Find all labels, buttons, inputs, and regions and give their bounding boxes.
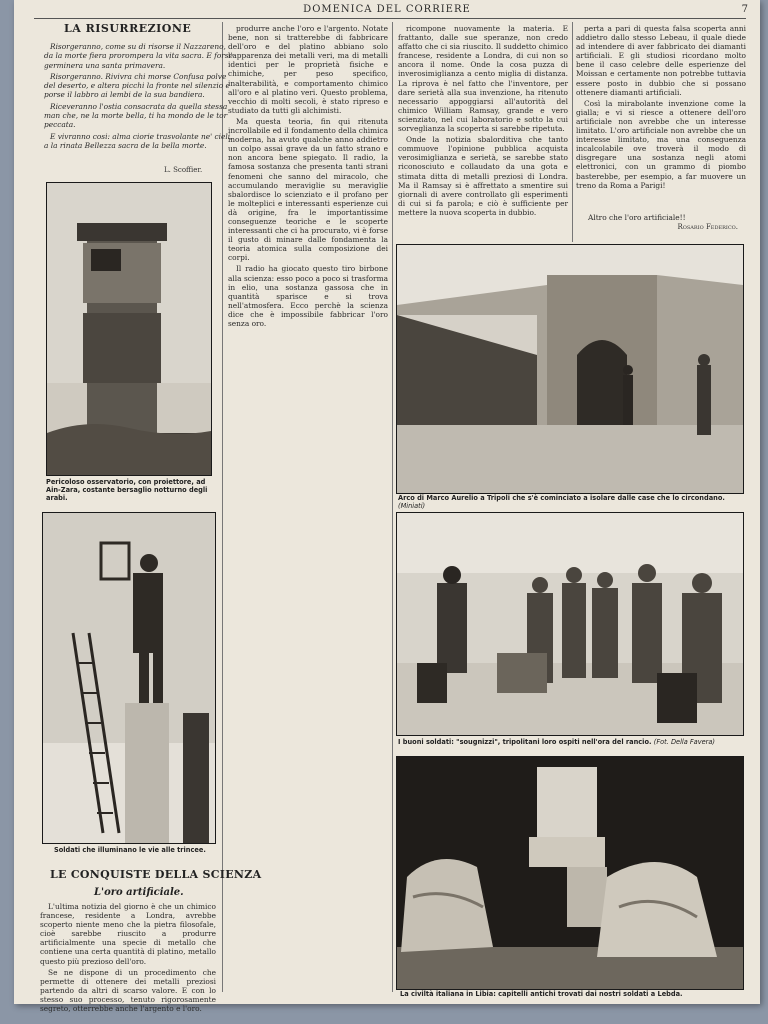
page-number: 7 xyxy=(741,4,748,15)
poem-stanza: E vivranno cosi: alma ciorie trasvolante ne' cieli, a la rinata Bellezza sacra de la bella morte. xyxy=(44,131,233,150)
poem-stanza: Risorgeranno. Rivivra chi morse Confusa polve del deserto, e altera picchi la fronte nel silenzio e porse il labbro ai lembi de la sua bandiera. xyxy=(44,71,230,100)
column-rule-1 xyxy=(222,22,223,992)
article-closing: Altro che l'oro artificiale!! xyxy=(588,213,686,222)
column-rule-4 xyxy=(392,242,393,992)
article-column-1 xyxy=(40,902,216,1014)
column-rule-3 xyxy=(572,22,573,242)
article-subtitle: L'oro artificiale. xyxy=(94,887,184,898)
paragraph: Ma questa teoria, fin qui ritenuta incrollabile ed il fondamento della chimica moderna, ha avuto qualche anno addietro un colpo assai grave da un fatto strano e non ancora bene spiegato. Il radio, la famosa sostanza che presenta tanti strani fenomeni che sanno del miracolo, che accumulando meraviglie su meraviglie sbalordisce lo scienziato e il profano per le molteplici e interessanti esperienze cui dà origine, fra le importantissime conseguenze teoriche e le scoperte interessanti che ci ha procurato, vi è forse il gusto di minare dalle fondamenta la teoria atomica sulla composizione dei corpi. xyxy=(228,116,388,263)
photo-soldiers-rancio xyxy=(396,512,744,736)
column-rule-2 xyxy=(392,22,393,242)
caption-arch-text: Arco di Marco Aurelio a Tripoli che s'è cominciato a isolare dalle case che lo circondano. xyxy=(398,494,725,502)
newspaper-page xyxy=(14,0,760,1014)
running-head: DOMENICA DEL CORRIERE xyxy=(303,4,471,15)
article-signature: Rosario Federico. xyxy=(677,223,738,231)
caption-soldiers-text: I buoni soldati: "sougnizzi", tripolitani loro ospiti nell'ora del rancio. xyxy=(398,738,652,746)
caption-tower: Pericoloso osservatorio, con proiettore, ad Ain-Zara, costante bersaglio notturno degli arabi. xyxy=(46,478,208,502)
poem-author: L. Scoffier. xyxy=(164,166,203,174)
photo-observation-tower xyxy=(46,182,212,476)
section-title: LE CONQUISTE DELLA SCIENZA xyxy=(50,868,262,881)
photo-arch-marcus-aurelius xyxy=(396,244,744,494)
photo-lamp-soldiers xyxy=(42,512,216,844)
paragraph: perta a pari di questa falsa scoperta anni addietro dallo stesso Lebeau, il quale diede ad intendere di aver fabbricato dei diamanti artificiali. E gli studiosi ricordano molto bene il caso celebre delle esperienze del Moissan e certamente non potrebbe tuttavia essere posto in dubbio che si possano ottenere diamanti artificiali. xyxy=(576,24,746,97)
paragraph: Così la mirabolante invenzione come la gialla; e vi si riesce a ottenere dell'oro artificiale non avrebbe che un interesse limitato. L'oro artificiale non avrebbe che un interesse limitato, ma una conseguenza incalcolabile ove troverà il modo di disgregare una sostanza negli atomi elettronici, con un grammo di piombo basterebbe, per esempio, a far muovere un treno da Roma a Parigi! xyxy=(576,98,746,190)
poem-title: LA RISURREZIONE xyxy=(64,22,192,35)
poem-stanza: Riceveranno l'ostia consacrata da quella stessa man che, ne la morte bella, ti ha mondo de le tor peccata. xyxy=(44,101,228,130)
caption-capitals: La civiltà italiana in Libia: capitelli antichi trovati dai nostri soldati a Lebda. xyxy=(400,990,683,998)
paragraph: Onde la notizia sbalorditiva che tanto commuove l'opinione pubblica acquista verosimiglianza e serietà, se sarebbe stato riconosciuto e collaudato da una gota e stimata ditta di metalli preziosi di Londra. Ma il Ramsay si è affrettato a smentire sui giornali di avere controllato gli esperimenti di cui si fa parola; e ciò è sufficiente per mettere la nuova scoperta in dubbio. xyxy=(398,135,568,217)
caption-arch xyxy=(398,494,744,510)
poem-body xyxy=(44,42,234,152)
article-column-3 xyxy=(398,24,568,238)
article-column-4 xyxy=(576,24,746,212)
photo-ancient-capitals xyxy=(396,756,744,990)
paragraph: L'ultima notizia del giorno è che un chimico francese, residente a Londra, avrebbe scoperto niente meno che la pietra filosofale, cioè sarebbe riuscito a produrre artificialmente una specie di metallo che contiene una certa quantità di platino, metallo questo più prezioso dell'oro. xyxy=(40,902,216,966)
paragraph: ricompone nuovamente la materia. E frattanto, dalle sue speranze, non credo affatto che ci sia riuscito. Il suddetto chimico francese, residente a Londra, di cui non so ancora il nome. Onde la cosa puzza di inverosimiglianza a cento miglia di distanza. La riprova è nel fatto che l'inventore, per dare serietà alla sua invenzione, ha ritenuto necessario appoggiarsi all'autorità del chimico William Ramsay, grande e vero scienziato, nel cui laboratorio e sotto la cui sorveglianza la scoperta si sarebbe ripetuta. xyxy=(398,24,568,134)
paragraph: Se ne dispone di un procedimento che permette di ottenere dei metalli preziosi partendo da altri di scarso valore. E con lo stesso suo processo, tenuto rigorosamente segreto, otterrebbe anche l'argento e l'oro. xyxy=(40,967,216,1014)
caption-arch-credit: (Miniati) xyxy=(398,502,426,510)
article-column-2 xyxy=(228,24,388,990)
poem-stanza: Risorgeranno, come su di risorse il Nazzareno, da la morte fiera prorompera la vita sacra. E forse germinera una santa primavera. xyxy=(44,42,233,70)
caption-soldiers xyxy=(398,738,744,746)
caption-lamp: Soldati che illuminano le vie alle trincee. xyxy=(54,846,206,854)
paragraph: Il radio ha giocato questo tiro birbone alla scienza: esso poco a poco si trasforma in elio, una sostanza gassosa che in quantità sparisce e si trova nell'atmosfera. Ecco perchè la scienza dice che è impossibile fabbricar l'oro senza oro. xyxy=(228,264,388,328)
paragraph: produrre anche l'oro e l'argento. Notate bene, non si tratterebbe di fabbricare dell'oro e del platino abbiano solo l'apparenza dei metalli veri, ma di metalli identici per le proprietà fisiche e chimiche, per peso specifico, inalterabilità, e comportamento chimico all'oro e al platino veri. Questo problema, vecchio di molti secoli, è stato ripreso e studiato da tutti gli alchimisti. xyxy=(228,24,388,115)
caption-soldiers-credit: (Fot. Della Favera) xyxy=(653,738,716,746)
header-rule xyxy=(34,18,746,19)
